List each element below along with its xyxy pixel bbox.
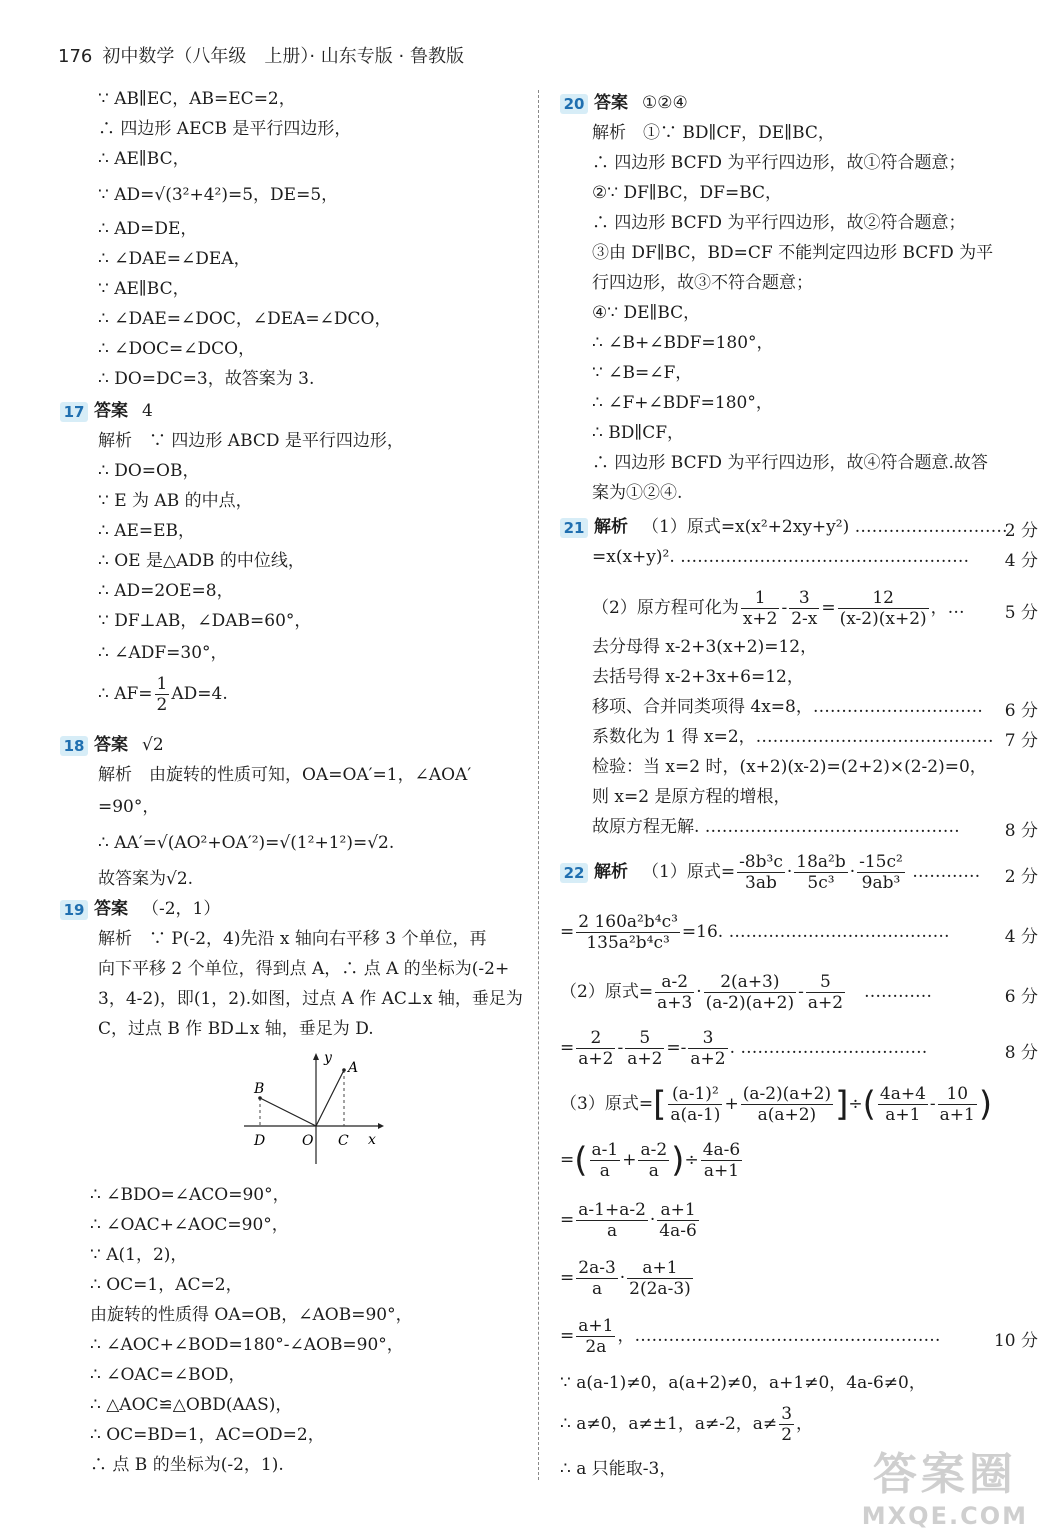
- text-line: ∴ 四边形 AECB 是平行四边形，: [98, 119, 352, 139]
- page-number: 176: [58, 46, 93, 67]
- text-line: ∴ 四边形 BCFD 为平行四边形，故④符合题意.故答: [592, 453, 988, 473]
- text-line: ∴ ∠AOC+∠BOD=180°-∠AOB=90°，: [90, 1335, 404, 1355]
- text-line: 故答案为√2.: [98, 869, 194, 889]
- text-line: ∴ OC=1，AC=2，: [90, 1275, 243, 1295]
- fraction-line: = $\frac{2}{a+2}$ - $\frac{5}{a+2}$ =- $\frac{3}{a+2}$ . ……………………………: [560, 1028, 928, 1069]
- text-line: ∴ 四边形 BCFD 为平行四边形，故①符合题意；: [592, 153, 966, 173]
- question-number-badge: 21: [560, 518, 588, 538]
- score-label: 4 分: [1004, 551, 1038, 571]
- score-label: 8 分: [1004, 1043, 1038, 1063]
- text-line: 检验：当 x=2 时，(x+2)(x-2)=(2+2)×(2-2)=0，: [592, 757, 987, 777]
- text-line: ∴ 点 B 的坐标为(-2，1).: [90, 1455, 284, 1475]
- text-line: 解析 ∵ P(-2，4)先沿 x 轴向右平移 3 个单位，再: [98, 929, 487, 949]
- text-line: =x(x+y)². ……………………………………………: [592, 547, 970, 567]
- text-line: 解析 由旋转的性质可知，OA=OA′=1，∠AOA′: [98, 765, 472, 785]
- text-line: ∴ ∠DAE=∠DEA，: [98, 249, 251, 269]
- fraction-line: = $\frac{a-1+a-2}{a}$ · $\frac{a+1}{4a-6}$: [560, 1200, 697, 1241]
- question-number-badge: 17: [60, 402, 88, 422]
- question-number-badge: 22: [560, 863, 588, 883]
- book-title: 初中数学（八年级 上册）· 山东专版 · 鲁教版: [102, 46, 464, 67]
- answer-label: 答案: [94, 735, 128, 755]
- text-line: ②∵ DF∥BC，DF=BC，: [592, 183, 783, 203]
- point-label-a: A: [348, 1060, 359, 1076]
- text-line: ∴ AE∥BC，: [98, 149, 190, 169]
- text-line: 故原方程无解. ………………………………………: [592, 817, 960, 837]
- y-axis-arrow: [313, 1053, 319, 1060]
- score-label: 8 分: [1004, 821, 1038, 841]
- fraction-line: （3）原式=[ $\frac{\text{(a-1)²}}{a(a-1)}$ + $\frac{(a-2)(a+2)}{a(a+2)}$ ]÷( $\frac{4a+4}{a+1}$ - $\frac{10}{a+1}$ ): [560, 1084, 993, 1125]
- watermark-logo: 答案圈 MXQE.COM: [861, 1449, 1028, 1530]
- text-line: ∵ AD=√(3²+4²)=5，DE=5，: [98, 185, 339, 205]
- fraction-line: = $\frac{a+1}{2a}$ ，………………………………………………: [560, 1316, 941, 1357]
- fraction-line: = $\frac{\text{2 160a²b⁴c³}}{\text{135a²b⁴c³}}$ =16. …………………………………: [560, 912, 950, 953]
- question-number-badge: 18: [60, 736, 88, 756]
- answer-label: 答案: [594, 93, 628, 113]
- answer-value: √2: [142, 735, 164, 755]
- text-line: 向下平移 2 个单位，得到点 A，∴ 点 A 的坐标为(-2+: [98, 959, 510, 979]
- fraction: $\frac{1}{2}$: [156, 674, 168, 715]
- score-label: 10 分: [993, 1331, 1038, 1351]
- text-line: ∴ ∠DOC=∠DCO，: [98, 339, 256, 359]
- answer-label: 答案: [94, 401, 128, 421]
- point-label-d: D: [254, 1133, 266, 1149]
- score-label: 4 分: [1004, 927, 1038, 947]
- text-line: ∴ AD=DE，: [98, 219, 198, 239]
- score-label: 5 分: [1004, 603, 1038, 623]
- text-line: 解析 ①∵ BD∥CF，DE∥BC，: [592, 123, 835, 143]
- text-line: 由旋转的性质得 OA=OB，∠AOB=90°，: [90, 1305, 413, 1325]
- analysis-label: 解析: [594, 862, 628, 882]
- answer-label: 答案: [94, 899, 128, 919]
- text-line: 3，4-2)，即(1，2).如图，过点 A 作 AC⊥x 轴，垂足为: [98, 989, 523, 1009]
- text-line: ∴ △AOC≌△OBD(AAS)，: [90, 1395, 293, 1415]
- point-label-o: O: [302, 1133, 314, 1149]
- text-line: 则 x=2 是原方程的增根，: [592, 787, 791, 807]
- q19-answer-line: [60, 898, 220, 920]
- text-line: ∵ DF⊥AB，∠DAB=60°，: [98, 611, 312, 631]
- text-line: ∵ a(a-1)≠0，a(a+2)≠0，a+1≠0，4a-6≠0，: [560, 1373, 926, 1393]
- text-line: ∴ ∠DAE=∠DOC，∠DEA=∠DCO，: [98, 309, 392, 329]
- score-label: 6 分: [1004, 701, 1038, 721]
- q18-answer-line: [60, 734, 164, 756]
- point-label-b: B: [254, 1081, 265, 1097]
- fraction-line: （2）原式= $\frac{a-2}{a+3}$ · $\frac{2(a+3)}{(a-2)(a+2)}$ - $\frac{5}{a+2}$ …………: [560, 972, 933, 1013]
- point-label-c: C: [338, 1133, 349, 1149]
- analysis-label: 解析: [594, 517, 628, 537]
- q17-answer-line: [60, 400, 153, 422]
- text-line: 去分母得 x-2+3(x+2)=12，: [592, 637, 818, 657]
- text-line: ∴ ∠OAC=∠BOD，: [90, 1365, 246, 1385]
- text-line: ∴ ∠OAC+∠AOC=90°，: [90, 1215, 289, 1235]
- text-line: ∵ AB∥EC，AB=EC=2，: [98, 89, 296, 109]
- y-axis-label: y: [324, 1050, 332, 1066]
- text-line: 行四边形，故③不符合题意；: [592, 273, 813, 293]
- text-line: ∵ E 为 AB 的中点，: [98, 491, 253, 511]
- coordinate-figure: [240, 1048, 390, 1168]
- text-line: ∴ 四边形 BCFD 为平行四边形，故②符合题意；: [592, 213, 966, 233]
- segment-oa: [316, 1070, 344, 1126]
- score-label: 6 分: [1004, 987, 1038, 1007]
- text-line: ∵ ∠B=∠F，: [592, 363, 693, 383]
- text-line: ④∵ DE∥BC，: [592, 303, 701, 323]
- x-axis-label: x: [368, 1132, 376, 1148]
- page-header: [58, 42, 464, 68]
- fraction-line: = $\frac{2a-3}{a}$ · $\frac{a+1}{2(2a-3)}$: [560, 1258, 691, 1299]
- text-line: ∴ AE=EB，: [98, 521, 196, 541]
- text-line: ∴ BD∥CF，: [592, 423, 684, 443]
- column-divider: [538, 90, 539, 1480]
- text-line: 系数化为 1 得 x=2，……………………………………: [592, 727, 994, 747]
- text-line: ∴ a 只能取-3，: [560, 1459, 677, 1479]
- text-line: ③由 DF∥BC，BD=CF 不能判定四边形 BCFD 为平: [592, 243, 994, 263]
- answer-value: （-2，1）: [142, 899, 221, 919]
- fraction-line: =( $\frac{a-1}{a}$ + $\frac{a-2}{a}$ )÷ $\frac{4a-6}{a+1}$: [560, 1140, 741, 1181]
- question-number-badge: 19: [60, 900, 88, 920]
- text-line: ∴ ∠F+∠BDF=180°，: [592, 393, 773, 413]
- score-label: 2 分: [1004, 867, 1038, 887]
- question-number-badge: 20: [560, 94, 588, 114]
- text-line: ∵ AE∥BC，: [98, 279, 190, 299]
- text-line: C，过点 B 作 BD⊥x 轴，垂足为 D.: [98, 1019, 374, 1039]
- score-label: 7 分: [1004, 731, 1038, 751]
- text-line: 移项、合并同类项得 4x=8，…………………………: [592, 697, 983, 717]
- answer-value: ①②④: [642, 93, 688, 113]
- fraction-line: （2）原方程可化为 $\frac{1}{x+2}$ - $\frac{3}{2-x}$ = $\frac{12}{(x-2)(x+2)}$ ，…: [592, 588, 965, 629]
- text-line: ∴ AD=2OE=8，: [98, 581, 234, 601]
- text-line: ∴ ∠ADF=30°，: [98, 643, 228, 663]
- x-axis-arrow: [378, 1123, 384, 1129]
- text-line: ∴ OC=BD=1，AC=OD=2，: [90, 1425, 325, 1445]
- q22-line-1: 22 解析 （1）原式= $\frac{\text{-8b³c}}{3ab}$ · $\frac{\text{18a²b}}{\text{5c³}}$ · $\frac{\text{-15c²}}{\text{9ab³}}$ …………: [560, 852, 980, 893]
- fraction-line: ∴ AF= $\frac{1}{2}$ AD=4.: [98, 674, 228, 715]
- text-line: ∴ DO=OB，: [98, 461, 200, 481]
- q20-answer-line: [560, 92, 688, 114]
- text-line: 去括号得 x-2+3x+6=12，: [592, 667, 804, 687]
- text-line: ∴ AA′=√(AO²+OA′²)=√(1²+1²)=√2.: [98, 833, 395, 853]
- text-line: 案为①②④.: [592, 483, 683, 503]
- segment-ob: [260, 1098, 316, 1126]
- answer-value: 4: [142, 401, 153, 421]
- text-line: ∴ OE 是△ADB 的中位线，: [98, 551, 305, 571]
- text-line: ∴ ∠BDO=∠ACO=90°，: [90, 1185, 290, 1205]
- q21-line-1: 21 解析 （1）原式=x(x²+2xy+y²) ………………………: [560, 516, 1008, 538]
- fraction-line: ∴ a≠0，a≠±1，a≠-2，a≠ $\frac{3}{2}$ ，: [560, 1404, 814, 1445]
- text-line: ∴ DO=DC=3，故答案为 3.: [98, 369, 315, 389]
- text-line: ∴ ∠B+∠BDF=180°，: [592, 333, 774, 353]
- score-label: 2 分: [1004, 521, 1038, 541]
- text-line: =90°，: [98, 797, 160, 817]
- text-line: 解析 ∵ 四边形 ABCD 是平行四边形，: [98, 431, 404, 451]
- text-line: ∵ A(1，2)，: [90, 1245, 188, 1265]
